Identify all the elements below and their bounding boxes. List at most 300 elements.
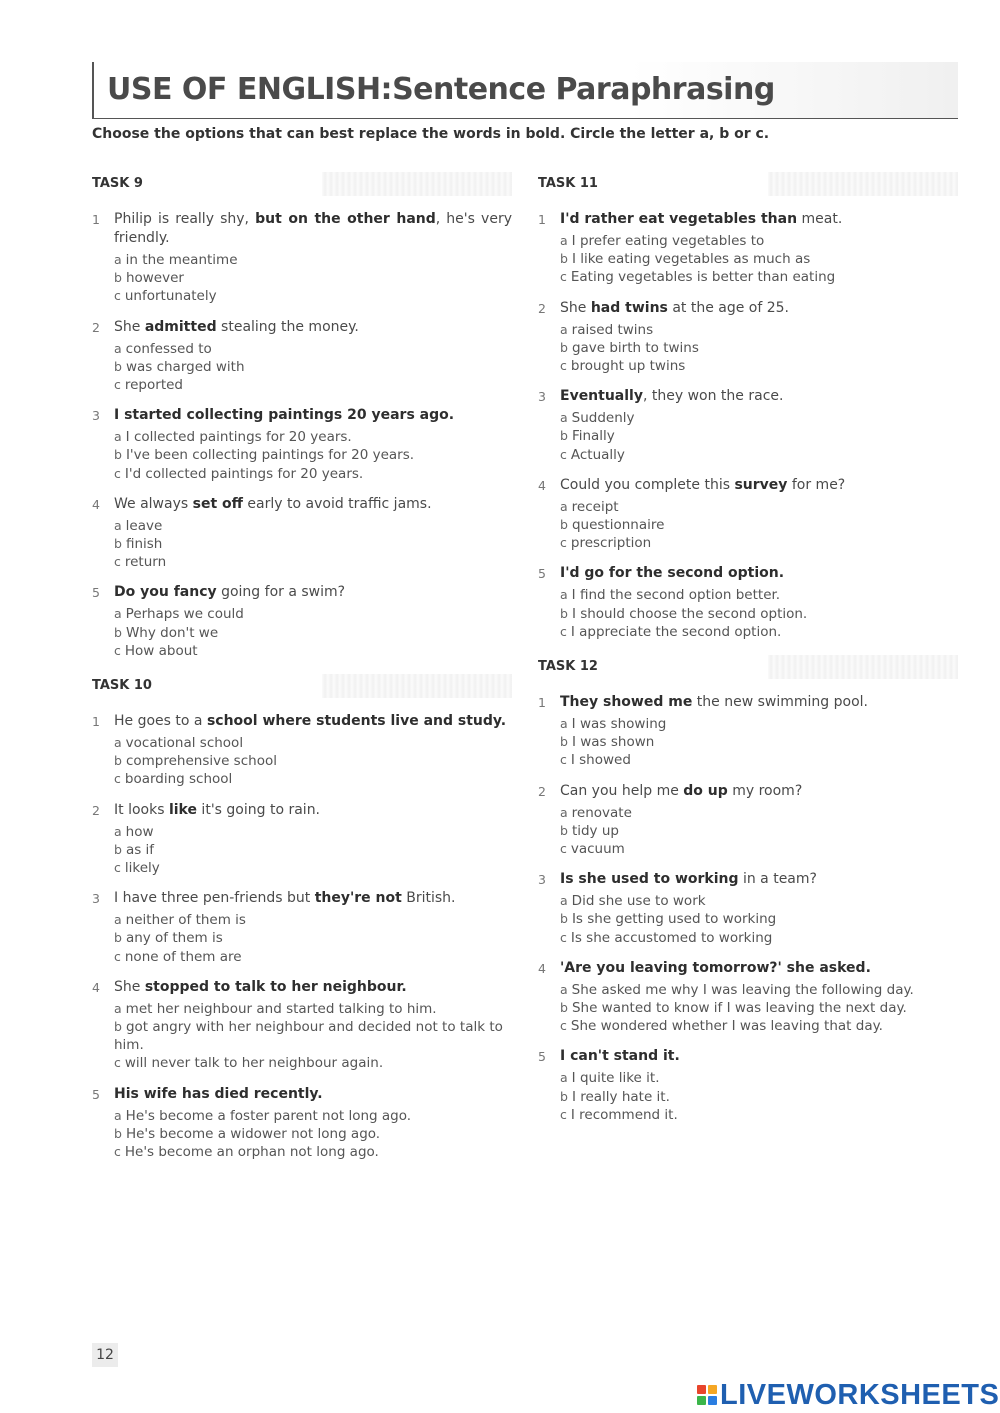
answer-option[interactable] (560, 999, 958, 1017)
option-text: met her neighbour and started talking to him. (125, 1000, 437, 1017)
question-text-part: going for a swim? (216, 584, 346, 601)
answer-option[interactable] (560, 1106, 958, 1124)
answer-option[interactable] (560, 840, 958, 858)
question-body (114, 978, 512, 1073)
option-text: Actually (570, 446, 625, 463)
option-text: return (124, 554, 167, 571)
task-header (92, 674, 512, 698)
answer-option[interactable] (114, 911, 512, 929)
bold-phrase: I started collecting paintings 20 years ago. (114, 407, 455, 424)
answer-option[interactable] (114, 1054, 512, 1072)
question-item (92, 712, 512, 789)
option-letter[interactable]: b (560, 339, 568, 355)
option-letter[interactable]: c (114, 860, 121, 876)
option-list (560, 232, 958, 287)
option-text: comprehensive school (125, 753, 277, 770)
question-body (114, 801, 512, 878)
title-part-2: Sentence Paraphrasing (392, 72, 775, 107)
answer-option[interactable] (560, 446, 958, 464)
question-text (114, 210, 512, 248)
option-list (560, 498, 958, 553)
option-text: I prefer eating vegetables to (571, 233, 765, 249)
option-list (114, 911, 512, 966)
option-letter[interactable]: b (560, 822, 568, 838)
answer-option[interactable] (114, 269, 512, 287)
answer-option[interactable] (114, 929, 512, 947)
answer-option[interactable] (114, 642, 512, 660)
option-letter[interactable]: a (114, 1107, 122, 1123)
option-letter[interactable]: b (114, 1019, 122, 1035)
bold-phrase: school where students live and study. (206, 713, 507, 730)
answer-option[interactable] (560, 534, 958, 552)
question-text-part: Philip is really shy, (114, 211, 256, 227)
option-letter[interactable]: a (114, 252, 122, 267)
option-letter[interactable]: a (114, 735, 122, 751)
option-letter[interactable]: b (114, 447, 122, 463)
option-text: Why don't we (125, 624, 219, 641)
question-body (560, 782, 958, 859)
option-letter[interactable]: c (114, 1144, 121, 1160)
option-text: Perhaps we could (125, 606, 244, 623)
option-text: prescription (570, 535, 652, 552)
brand-logo (697, 1377, 999, 1413)
option-text: unfortunately (124, 288, 217, 305)
answer-option[interactable] (114, 859, 512, 877)
question-body (114, 583, 512, 660)
answer-option[interactable] (560, 929, 958, 947)
option-text: I collected paintings for 20 years. (125, 429, 352, 446)
question-item (92, 889, 512, 966)
option-letter[interactable]: b (560, 428, 568, 444)
option-letter[interactable]: c (560, 1018, 567, 1034)
answer-option[interactable] (114, 752, 512, 770)
question-number: 2 (538, 300, 546, 316)
question-text-part: We always (114, 495, 193, 512)
question-item (538, 959, 958, 1036)
question-text (114, 406, 512, 425)
task-section (92, 674, 512, 1161)
question-number: 1 (538, 695, 546, 711)
question-text (560, 782, 958, 801)
option-letter[interactable]: a (114, 429, 122, 445)
answer-option[interactable] (114, 605, 512, 623)
question-item (92, 583, 512, 660)
question-number: 4 (92, 496, 100, 512)
question-text-part: British. (401, 890, 456, 907)
option-letter[interactable]: a (560, 498, 568, 514)
option-text: I appreciate the second option. (570, 623, 782, 640)
question-text-part: stealing the money. (216, 318, 359, 335)
question-item (538, 693, 958, 770)
task-section (92, 172, 512, 660)
option-text: Is she accustomed to working (570, 929, 773, 946)
answer-option[interactable] (560, 427, 958, 445)
option-text: got angry with her neighbour and decided not to talk to him. (114, 1019, 503, 1054)
option-letter[interactable]: c (560, 535, 567, 551)
option-text: I was shown (571, 734, 655, 751)
option-letter[interactable]: b (114, 624, 122, 640)
option-list (560, 321, 958, 376)
option-text: any of them is (125, 930, 223, 947)
option-letter[interactable]: a (560, 233, 568, 248)
answer-option[interactable] (560, 357, 958, 375)
question-number: 5 (92, 1086, 100, 1102)
answer-option[interactable] (560, 715, 958, 733)
question-text (114, 712, 512, 731)
option-text: Finally (571, 428, 615, 445)
option-text: He's become an orphan not long ago. (124, 1144, 379, 1161)
answer-option[interactable] (114, 535, 512, 553)
option-text: I've been collecting paintings for 20 years. (125, 447, 415, 464)
question-item (538, 564, 958, 641)
option-list (114, 251, 512, 306)
option-letter[interactable]: b (560, 1088, 568, 1104)
question-text-part: Could you complete this (560, 476, 735, 493)
answer-option[interactable] (114, 1107, 512, 1125)
option-letter[interactable]: a (560, 321, 568, 337)
option-text: She wondered whether I was leaving that day. (570, 1018, 883, 1035)
option-text: I find the second option better. (571, 587, 781, 604)
answer-option[interactable] (114, 446, 512, 464)
answer-option[interactable] (114, 948, 512, 966)
option-letter[interactable]: a (114, 606, 122, 622)
option-text: boarding school (124, 771, 233, 788)
option-letter[interactable]: c (114, 771, 121, 787)
option-letter[interactable]: c (114, 465, 121, 481)
answer-option[interactable] (114, 287, 512, 305)
bold-phrase: Do you fancy (114, 584, 217, 601)
answer-option[interactable] (560, 321, 958, 339)
option-letter[interactable]: c (114, 642, 121, 658)
bold-phrase: admitted (144, 318, 217, 335)
answer-option[interactable] (114, 624, 512, 642)
answer-option[interactable] (114, 553, 512, 571)
answer-option[interactable] (560, 892, 958, 910)
answer-option[interactable] (114, 1125, 512, 1143)
question-body (560, 1047, 958, 1124)
option-list (114, 340, 512, 395)
answer-option[interactable] (560, 1088, 958, 1106)
option-list (114, 1107, 512, 1162)
option-letter[interactable]: b (114, 753, 122, 769)
option-text: I quite like it. (571, 1070, 660, 1087)
option-letter[interactable]: b (560, 734, 568, 750)
option-list (560, 804, 958, 859)
question-item (538, 1047, 958, 1124)
option-list (114, 823, 512, 878)
option-letter[interactable]: c (560, 269, 567, 285)
option-text: vacuum (570, 841, 625, 858)
option-letter[interactable]: c (114, 1055, 121, 1071)
question-number: 5 (92, 585, 100, 601)
question-number: 3 (92, 408, 100, 424)
answer-option[interactable] (560, 751, 958, 769)
question-body (114, 1085, 512, 1162)
option-text: confessed to (125, 340, 212, 357)
option-text: how (125, 823, 154, 840)
question-text (560, 210, 958, 229)
option-list (114, 517, 512, 572)
option-letter[interactable]: c (560, 358, 567, 374)
option-list (114, 734, 512, 789)
option-text: She asked me why I was leaving the following day. (571, 981, 914, 998)
task-title: TASK 12 (538, 659, 598, 675)
question-text (114, 495, 512, 514)
option-list (114, 605, 512, 660)
answer-option[interactable] (560, 910, 958, 928)
task-header (92, 172, 512, 196)
bold-phrase: They showed me (560, 694, 693, 711)
question-text-part: Can you help me (560, 782, 684, 799)
question-body (560, 693, 958, 770)
option-letter[interactable]: a (114, 517, 122, 533)
option-list (114, 428, 512, 483)
option-list (560, 1069, 958, 1124)
question-item (92, 495, 512, 572)
question-number: 1 (92, 212, 100, 227)
option-letter[interactable]: a (114, 1000, 122, 1016)
question-item (92, 318, 512, 395)
option-list (560, 715, 958, 770)
option-text: likely (124, 860, 160, 877)
option-letter[interactable]: a (114, 340, 122, 356)
answer-option[interactable] (560, 623, 958, 641)
answer-option[interactable] (560, 733, 958, 751)
option-letter[interactable]: c (560, 929, 567, 945)
question-item (538, 870, 958, 947)
option-letter[interactable]: a (560, 893, 568, 909)
question-text-part: He goes to a (114, 713, 207, 730)
bold-phrase: but on the other hand (255, 211, 436, 227)
answer-option[interactable] (560, 822, 958, 840)
question-item (538, 476, 958, 553)
option-letter[interactable]: c (114, 377, 121, 393)
question-item (92, 1085, 512, 1162)
task-section (538, 655, 958, 1124)
option-text: He's become a foster parent not long ago. (125, 1107, 412, 1124)
option-text: Suddenly (571, 410, 635, 427)
option-letter[interactable]: b (114, 841, 122, 857)
option-text: I really hate it. (571, 1088, 670, 1105)
question-text-part: it's going to rain. (196, 801, 321, 818)
question-body (560, 870, 958, 947)
option-text: How about (124, 642, 198, 659)
answer-option[interactable] (114, 251, 512, 269)
question-body (560, 387, 958, 464)
answer-option[interactable] (114, 770, 512, 788)
option-list (560, 892, 958, 947)
question-item (92, 406, 512, 483)
question-text-part: , he's very friendly. (114, 211, 512, 246)
option-letter[interactable]: c (560, 446, 567, 462)
option-text: will never talk to her neighbour again. (124, 1055, 384, 1072)
answer-option[interactable] (560, 1069, 958, 1087)
answer-option[interactable] (114, 340, 512, 358)
answer-option[interactable] (114, 1000, 512, 1018)
bold-phrase: His wife has died recently. (114, 1085, 323, 1102)
question-text-part: my room? (727, 782, 803, 799)
answer-option[interactable] (560, 586, 958, 604)
question-text-part: She (560, 299, 591, 316)
bold-phrase: they're not (314, 890, 402, 907)
logo-square (708, 1385, 717, 1394)
question-text-part: meat. (797, 211, 843, 227)
question-text-part: for me? (787, 476, 846, 493)
answer-option[interactable] (560, 250, 958, 268)
option-text: renovate (571, 804, 632, 821)
task-title: TASK 10 (92, 678, 152, 694)
option-text: in the meantime (125, 252, 238, 268)
option-list (560, 586, 958, 641)
option-letter[interactable]: c (560, 841, 567, 857)
option-letter[interactable]: a (560, 410, 568, 426)
question-item (538, 387, 958, 464)
option-letter[interactable]: a (560, 804, 568, 820)
question-number: 1 (92, 714, 100, 730)
option-letter[interactable]: b (114, 536, 122, 552)
answer-option[interactable] (560, 409, 958, 427)
question-number: 5 (538, 566, 546, 582)
option-letter[interactable]: c (114, 948, 121, 964)
question-number: 4 (538, 477, 546, 493)
question-number: 3 (92, 891, 100, 907)
answer-option[interactable] (114, 465, 512, 483)
question-number: 3 (538, 872, 546, 888)
option-letter[interactable]: a (560, 716, 568, 732)
answer-option[interactable] (560, 339, 958, 357)
option-text: however (125, 270, 184, 287)
answer-option[interactable] (560, 1017, 958, 1035)
answer-option[interactable] (114, 823, 512, 841)
option-letter[interactable]: b (560, 251, 568, 267)
bold-phrase: like (168, 801, 197, 818)
question-text (560, 476, 958, 495)
question-number: 2 (92, 319, 100, 335)
option-text: receipt (571, 498, 619, 515)
answer-option[interactable] (114, 517, 512, 535)
question-body (560, 210, 958, 287)
option-letter[interactable]: c (560, 623, 567, 639)
question-text-part: at the age of 25. (667, 299, 790, 316)
question-number: 5 (538, 1049, 546, 1065)
answer-option[interactable] (560, 605, 958, 623)
question-text (114, 583, 512, 602)
option-letter[interactable]: b (114, 1125, 122, 1141)
option-text: tidy up (571, 822, 619, 839)
option-letter[interactable]: b (560, 517, 568, 533)
question-text (560, 870, 958, 889)
option-letter[interactable]: b (114, 358, 122, 374)
question-text (560, 1047, 958, 1066)
left-column (92, 172, 512, 1175)
question-text (560, 387, 958, 406)
option-letter[interactable]: c (560, 1106, 567, 1122)
option-letter[interactable]: b (114, 270, 122, 286)
option-letter[interactable]: b (114, 930, 122, 946)
option-text: as if (125, 841, 155, 858)
task-header (538, 172, 958, 196)
option-letter[interactable]: b (560, 1000, 568, 1016)
answer-option[interactable] (560, 981, 958, 999)
question-text-part: early to avoid traffic jams. (242, 495, 432, 512)
brand-name: LIVEWORKSHEETS (720, 1378, 1000, 1411)
question-item (538, 299, 958, 376)
option-text: He's become a widower not long ago. (125, 1125, 381, 1142)
answer-option[interactable] (560, 498, 958, 516)
option-text: gave birth to twins (571, 339, 699, 356)
bold-phrase: stopped to talk to her neighbour. (144, 978, 407, 995)
bold-phrase: I'd rather eat vegetables than (560, 211, 798, 227)
answer-option[interactable] (114, 734, 512, 752)
question-text-part: She (114, 318, 145, 335)
page-title (107, 72, 775, 107)
answer-option[interactable] (114, 376, 512, 394)
question-text (114, 889, 512, 908)
option-text: raised twins (571, 321, 654, 338)
question-body (560, 299, 958, 376)
option-letter[interactable]: c (114, 554, 121, 570)
option-text: I recommend it. (570, 1106, 678, 1123)
option-text: reported (124, 377, 183, 394)
question-text (560, 693, 958, 712)
option-letter[interactable]: b (560, 605, 568, 621)
question-number: 4 (92, 979, 100, 995)
question-item (538, 782, 958, 859)
option-letter[interactable]: a (560, 587, 568, 603)
question-number: 2 (92, 802, 100, 818)
right-column (538, 172, 958, 1138)
bold-phrase: set off (192, 495, 243, 512)
option-letter[interactable]: a (560, 1070, 568, 1086)
bold-phrase: had twins (590, 299, 668, 316)
option-letter[interactable]: c (560, 752, 567, 768)
bold-phrase: Is she used to working (560, 871, 739, 888)
answer-option[interactable] (560, 804, 958, 822)
bold-phrase: survey (734, 476, 788, 493)
answer-option[interactable] (560, 232, 958, 250)
question-text-part: I have three pen-friends but (114, 890, 315, 907)
option-text: neither of them is (125, 912, 246, 929)
option-letter[interactable]: b (560, 911, 568, 927)
task-header (538, 655, 958, 679)
answer-option[interactable] (560, 268, 958, 286)
option-text: She wanted to know if I was leaving the next day. (571, 1000, 907, 1017)
option-text: I should choose the second option. (571, 605, 808, 622)
question-body (114, 889, 512, 966)
logo-square (697, 1396, 706, 1405)
option-letter[interactable]: c (114, 288, 121, 304)
option-list (560, 409, 958, 464)
option-text: Eating vegetables is better than eating (570, 269, 836, 286)
bold-phrase: do up (683, 782, 728, 799)
question-body (114, 406, 512, 483)
option-letter[interactable]: a (114, 912, 122, 928)
option-text: finish (125, 536, 163, 553)
question-text (114, 978, 512, 997)
option-letter[interactable]: a (560, 981, 568, 997)
option-letter[interactable]: a (114, 823, 122, 839)
instructions: Choose the options that can best replace the words in bold. Circle the letter a, b or c. (92, 126, 770, 142)
question-text (560, 299, 958, 318)
option-text: vocational school (125, 735, 244, 752)
answer-option[interactable] (114, 1018, 512, 1054)
answer-option[interactable] (114, 1143, 512, 1161)
answer-option[interactable] (114, 841, 512, 859)
answer-option[interactable] (114, 358, 512, 376)
answer-option[interactable] (114, 428, 512, 446)
question-text (560, 959, 958, 978)
answer-option[interactable] (560, 516, 958, 534)
